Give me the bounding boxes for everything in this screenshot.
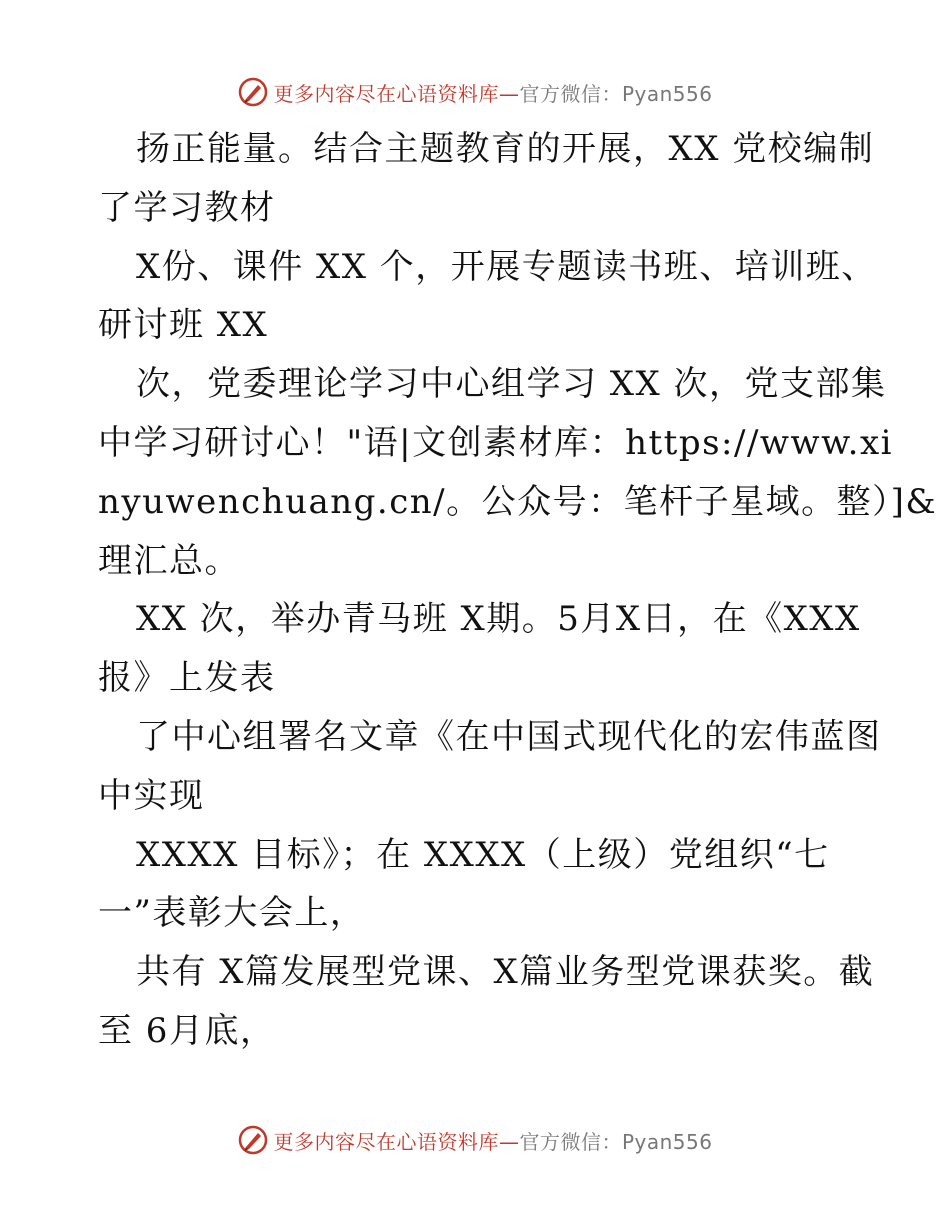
watermark-footer <box>0 1120 950 1160</box>
text-line: 报》上发表 <box>98 658 276 699</box>
text-line: nyuwenchuang.cn/。公众号：笔杆子星域。整）]& <box>98 481 938 522</box>
text-line: 中实现 <box>98 775 205 816</box>
text-line: 一”表彰大会上， <box>98 893 366 934</box>
text-line: XX 次，举办青马班 X期。5月X日，在《XXX <box>136 599 861 640</box>
watermark-wechat: 官方微信：Pyan556 <box>519 81 713 106</box>
text-line: 理汇总。 <box>98 540 240 581</box>
watermark-site: 更多内容尽在心语资料库— <box>273 81 520 106</box>
text-line: 了中心组署名文章《在中国式现代化的宏伟蓝图 <box>136 716 882 757</box>
pen-logo-icon <box>237 1124 269 1156</box>
pen-logo-icon <box>237 76 269 108</box>
text-line: 中学习研讨心！"语|文创素材库：https://www.xi <box>98 422 894 463</box>
text-line: 共有 X篇发展型党课、X篇业务型党课获奖。截 <box>136 952 875 993</box>
watermark-text <box>273 1126 712 1155</box>
text-line: 次，党委理论学习中心组学习 XX 次，党支部集 <box>136 364 887 405</box>
text-line: X份、课件 XX 个，开展专题读书班、培训班、 <box>136 246 877 287</box>
text-line: 扬正能量。结合主题教育的开展，XX 党校编制 <box>136 129 875 169</box>
watermark-text <box>273 78 712 107</box>
text-line: 了学习教材 <box>98 187 276 228</box>
watermark-header <box>0 72 950 112</box>
text-line: XXXX 目标》；在 XXXX（上级）党组织“七 <box>136 834 830 875</box>
watermark-wechat: 官方微信：Pyan556 <box>519 1129 713 1154</box>
watermark-site: 更多内容尽在心语资料库— <box>273 1129 520 1154</box>
text-line: 研讨班 XX <box>98 305 269 346</box>
text-line: 至 6月底， <box>98 1010 276 1051</box>
document-body <box>98 120 938 1061</box>
